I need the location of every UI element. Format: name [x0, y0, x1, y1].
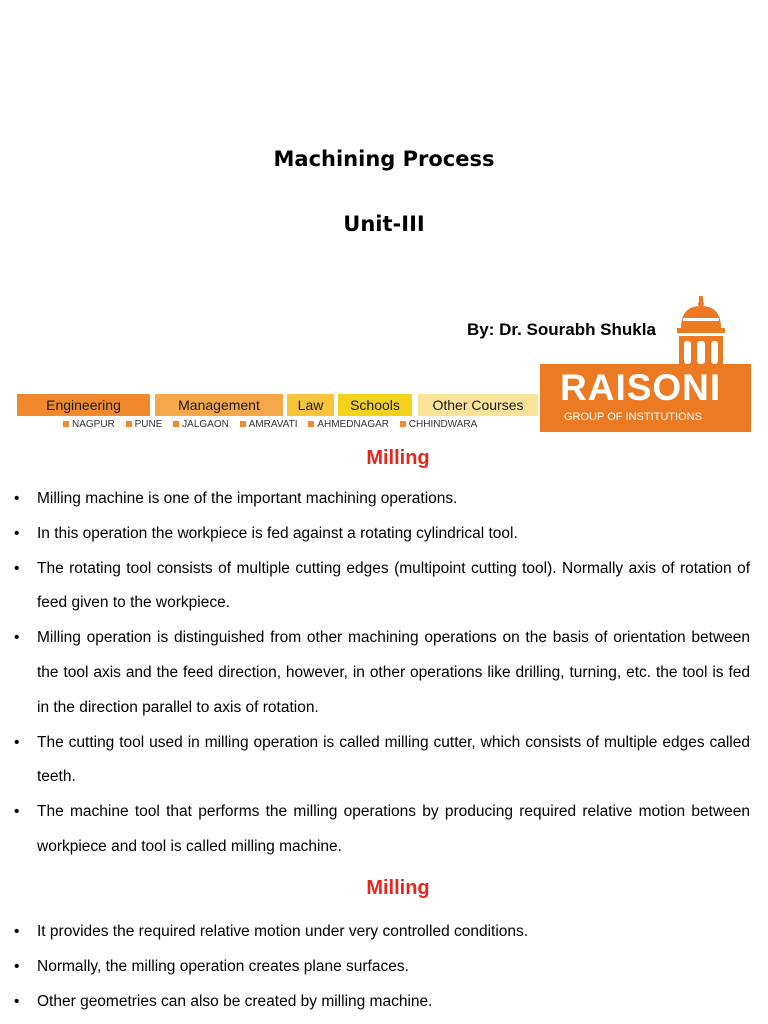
bullet-item: • The rotating tool consists of multiple cutting edges (multipoint cutting tool). Normally axis of rotation of feed given to the workpiece.: [0, 552, 768, 622]
bullet-item: • Other geometries can also be created by milling machine.: [0, 985, 768, 1020]
bullet-item: • In this operation the workpiece is fed against a rotating cylindrical tool.: [0, 517, 768, 552]
bullet-icon: •: [14, 524, 20, 542]
bullet-item: • Milling operation is distinguished from other machining operations on the basis of orientation between the tool axis and the feed direction, however, in other operations like drilling, turning, etc. the tool is fed in the direction parallel to axis of rotation.: [0, 621, 768, 725]
square-bullet-icon: [63, 421, 69, 427]
section-heading: Milling: [366, 877, 430, 899]
bullet-item: • Normally, the milling operation creates plane surfaces.: [0, 950, 768, 985]
bullet-item: • The cutting tool used in milling operation is called milling cutter, which consists of multiple edges called teeth.: [0, 726, 768, 796]
section-heading: Milling: [366, 447, 430, 469]
bullet-icon: •: [14, 803, 20, 821]
slide-title: Machining Process: [273, 147, 495, 171]
category-schools: Schools: [338, 394, 412, 416]
category-law: Law: [287, 394, 334, 416]
author-name: By: Dr. Sourabh Shukla: [467, 320, 656, 339]
city-item: JALGAON: [173, 418, 229, 432]
square-bullet-icon: [308, 421, 314, 427]
city-item: NAGPUR: [63, 418, 115, 432]
bullet-item: • Milling machine is one of the important machining operations.: [0, 482, 768, 517]
city-item: AMRAVATI: [240, 418, 298, 432]
square-bullet-icon: [173, 421, 179, 427]
bullet-icon: •: [14, 559, 20, 577]
bullet-item: • The machine tool that performs the milling operations by producing required relative motion between workpiece and tool is called milling machine.: [0, 795, 768, 865]
bullet-list: [0, 482, 768, 865]
square-bullet-icon: [400, 421, 406, 427]
city-item: CHHINDWARA: [400, 418, 478, 432]
slide-unit: Unit-III: [343, 212, 425, 236]
bullet-icon: •: [14, 957, 20, 975]
category-management: Management: [155, 394, 283, 416]
logo-subtitle: GROUP OF INSTITUTIONS: [564, 411, 702, 423]
bullet-icon: •: [14, 490, 20, 507]
category-other-courses: Other Courses: [418, 394, 538, 416]
square-bullet-icon: [240, 421, 246, 427]
bullet-list: [0, 915, 768, 1019]
bullet-icon: •: [14, 923, 20, 940]
city-list: [63, 418, 485, 432]
bullet-icon: •: [14, 733, 20, 751]
bullet-item: • It provides the required relative motion under very controlled conditions.: [0, 915, 768, 950]
logo-wordmark: RAISONI: [560, 367, 722, 408]
city-item: PUNE: [126, 418, 163, 432]
city-item: AHMEDNAGAR: [308, 418, 389, 432]
raisoni-logo: [540, 296, 751, 434]
dome-building-icon: [673, 296, 729, 368]
bullet-icon: •: [14, 992, 20, 1010]
category-engineering: Engineering: [17, 394, 150, 416]
square-bullet-icon: [126, 421, 132, 427]
bullet-icon: •: [14, 629, 20, 647]
